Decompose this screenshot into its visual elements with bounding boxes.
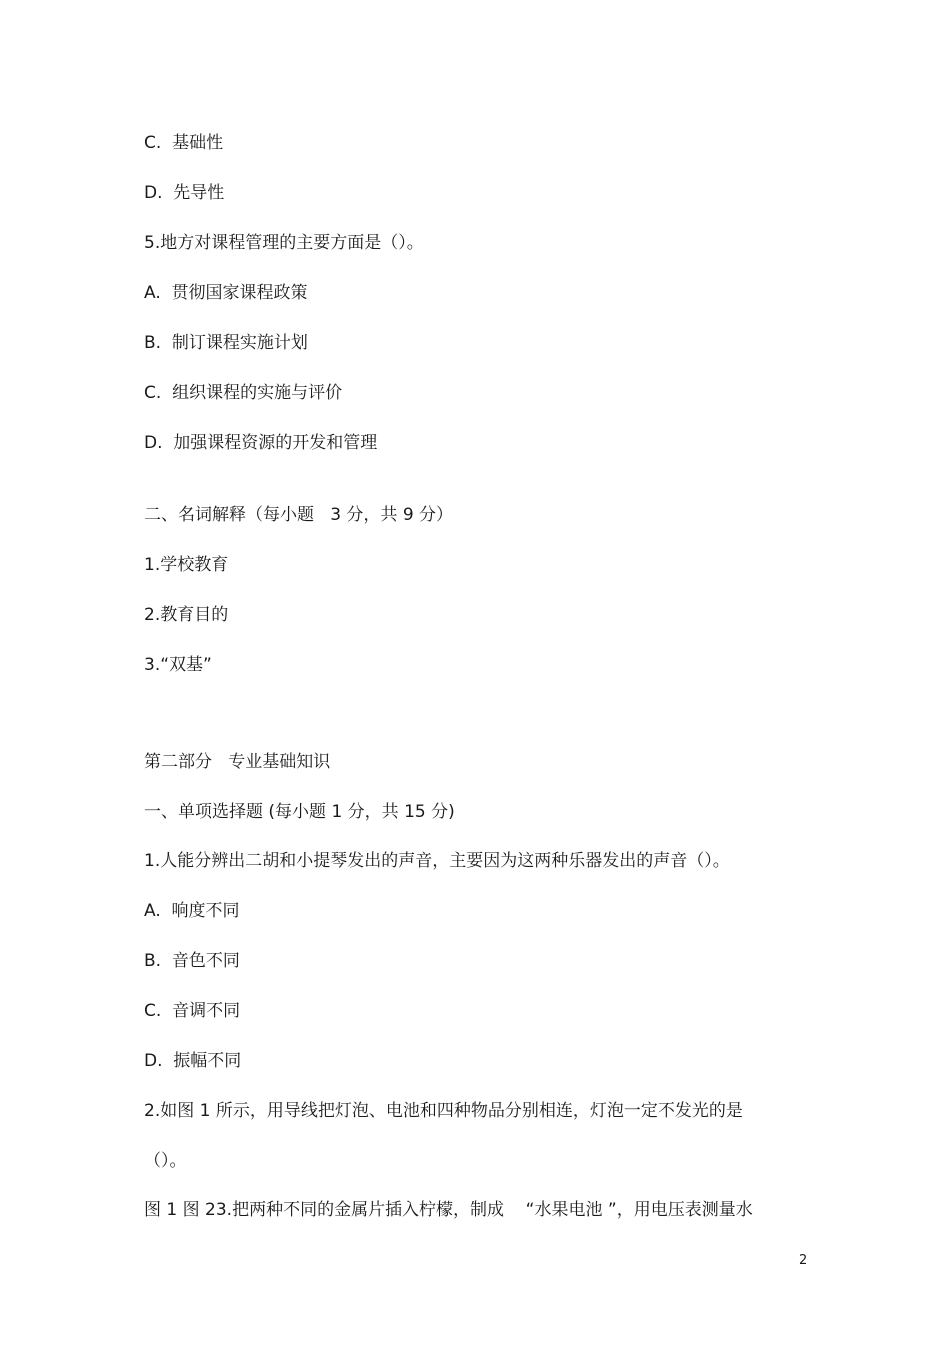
q5-option-c: C. 组织课程的实施与评价 [144,383,343,403]
question-5: 5.地方对课程管理的主要方面是（）。 [144,233,424,253]
term-3: 3.“双基” [144,655,212,675]
part-two-heading: 第二部分 专业基础知识 [144,752,331,772]
q5-option-a: A. 贯彻国家课程政策 [144,283,308,303]
q1-option-d: D. 振幅不同 [144,1051,242,1071]
option-d-line: D. 先导性 [144,183,225,203]
term-2: 2.教育目的 [144,605,229,625]
q1-option-c: C. 音调不同 [144,1001,241,1021]
term-1: 1.学校教育 [144,555,229,575]
section-heading-choice: 一、单项选择题 (每小题 1 分，共 15 分) [144,802,455,822]
q1-option-b: B. 音色不同 [144,951,240,971]
q1-option-a: A. 响度不同 [144,901,240,921]
question-3: 图 1 图 23.把两种不同的金属片插入柠檬，制成 “水果电池 ”，用电压表测量水 [144,1200,753,1220]
q5-option-b: B. 制订课程实施计划 [144,333,308,353]
question-1: 1.人能分辨出二胡和小提琴发出的声音，主要因为这两种乐器发出的声音（）。 [144,851,730,871]
section-heading-terms: 二、名词解释（每小题 3 分，共 9 分） [144,505,454,525]
page-number: 2 [799,1253,808,1268]
question-2-continued: （）。 [144,1151,187,1171]
question-2: 2.如图 1 所示，用导线把灯泡、电池和四种物品分别相连，灯泡一定不发光的是 [144,1101,743,1121]
q5-option-d: D. 加强课程资源的开发和管理 [144,433,378,453]
option-c-line: C. 基础性 [144,133,224,153]
